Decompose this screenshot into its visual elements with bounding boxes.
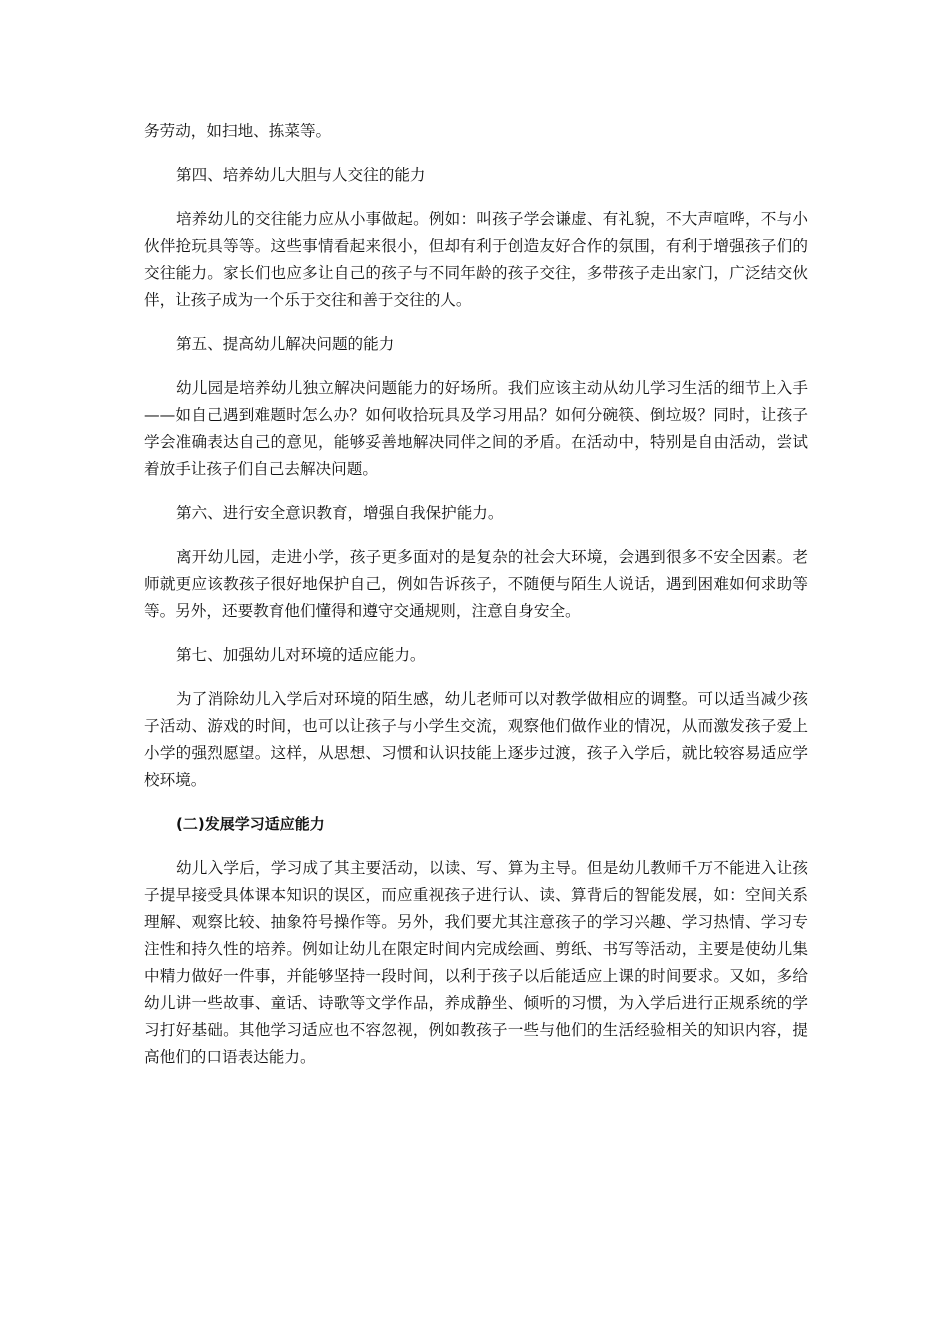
paragraph-environment: 为了消除幼儿入学后对环境的陌生感，幼儿老师可以对教学做相应的调整。可以适当减少孩子活动、游戏的时间，也可以让孩子与小学生交流，观察他们做作业的情况，从而激发孩子爱上小学的强烈愿望。这样，从思想、习惯和认识技能上逐步过渡，孩子入学后，就比较容易适应学校环境。 bbox=[144, 690, 808, 789]
paragraph-problem-solving: 幼儿园是培养幼儿独立解决问题能力的好场所。我们应该主动从幼儿学习生活的细节上入手——如自己遇到难题时怎么办？如何收拾玩具及学习用品？如何分碗筷、倒垃圾？同时，让孩子学会准确表达自己的意见，能够妥善地解决同伴之间的矛盾。在活动中，特别是自由活动，尝试着放手让孩子们自己去解决问题。 bbox=[144, 379, 808, 478]
section-heading-7: 第七、加强幼儿对环境的适应能力。 bbox=[176, 646, 426, 664]
subsection-heading: (二)发展学习适应能力 bbox=[176, 815, 325, 833]
section-heading-6: 第六、进行安全意识教育，增强自我保护能力。 bbox=[176, 504, 504, 522]
continuation-text: 务劳动，如扫地、拣菜等。 bbox=[144, 122, 332, 140]
paragraph-learning: 幼儿入学后，学习成了其主要活动，以读、写、算为主导。但是幼儿教师千万不能进入让孩子提早接受具体课本知识的误区，而应重视孩子进行认、读、算背后的智能发展，如：空间关系理解、观察比较、抽象符号操作等。另外，我们要尤其注意孩子的学习兴趣、学习热情、学习专注性和持久性的培养。例如让幼儿在限定时间内完成绘画、剪纸、书写等活动，主要是使幼儿集中精力做好一件事，并能够坚持一段时间，以利于孩子以后能适应上课的时间要求。又如，多给幼儿讲一些故事、童话、诗歌等文学作品，养成静坐、倾听的习惯，为入学后进行正规系统的学习打好基础。其他学习适应也不容忽视，例如教孩子一些与他们的生活经验相关的知识内容，提高他们的口语表达能力。 bbox=[144, 859, 808, 1066]
paragraph-social-skills: 培养幼儿的交往能力应从小事做起。例如：叫孩子学会谦虚、有礼貌，不大声喧哗，不与小伙伴抢玩具等等。这些事情看起来很小，但却有利于创造友好合作的氛围，有利于增强孩子们的交往能力。家长们也应多让自己的孩子与不同年龄的孩子交往，多带孩子走出家门，广泛结交伙伴，让孩子成为一个乐于交往和善于交往的人。 bbox=[144, 210, 808, 309]
section-heading-4: 第四、培养幼儿大胆与人交往的能力 bbox=[176, 166, 426, 184]
paragraph-safety: 离开幼儿园，走进小学，孩子更多面对的是复杂的社会大环境，会遇到很多不安全因素。老师就更应该教孩子很好地保护自己，例如告诉孩子，不随便与陌生人说话，遇到困难如何求助等等。另外，还要教育他们懂得和遵守交通规则，注意自身安全。 bbox=[144, 548, 808, 620]
document-page bbox=[144, 118, 808, 1088]
section-heading-5: 第五、提高幼儿解决问题的能力 bbox=[176, 335, 395, 353]
